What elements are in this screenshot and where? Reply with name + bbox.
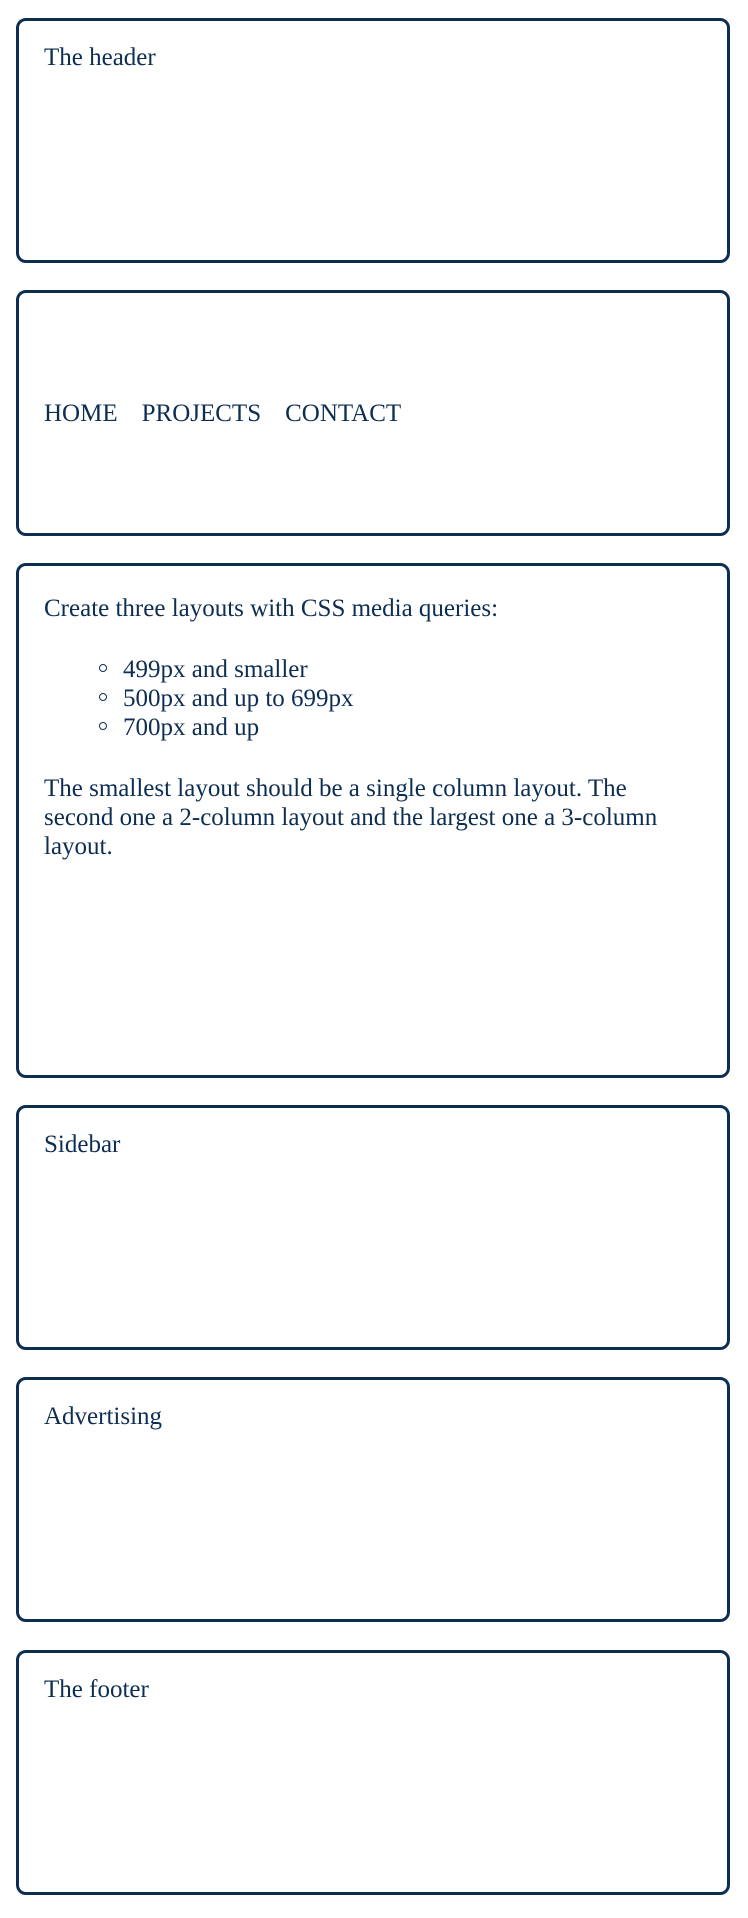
footer-text: The footer bbox=[44, 1676, 149, 1703]
nav-list bbox=[44, 399, 401, 428]
nav-section bbox=[16, 290, 730, 536]
nav-link-contact[interactable]: CONTACT bbox=[285, 399, 402, 427]
nav-link-home[interactable]: HOME bbox=[44, 399, 118, 427]
main-section bbox=[16, 563, 730, 1078]
sidebar-text: Sidebar bbox=[44, 1131, 121, 1158]
requirement-item bbox=[99, 655, 702, 684]
header-section bbox=[16, 18, 730, 263]
nav-item-contact bbox=[285, 399, 401, 428]
circle-bullet-icon bbox=[99, 693, 107, 701]
advertising-section bbox=[16, 1377, 730, 1622]
advertising-text: Advertising bbox=[44, 1403, 163, 1430]
nav-item-home bbox=[44, 399, 118, 428]
nav-link-projects[interactable]: PROJECTS bbox=[141, 399, 262, 427]
circle-bullet-icon bbox=[99, 722, 107, 730]
requirement-item bbox=[99, 713, 702, 742]
footer-section bbox=[16, 1650, 730, 1895]
main-paragraph: The smallest layout should be a single column layout. The second one a 2-column layout and the largest one a 3-column layout. bbox=[44, 775, 658, 860]
circle-bullet-icon bbox=[99, 664, 107, 672]
requirement-text: 499px and smaller bbox=[123, 656, 308, 683]
requirements-list bbox=[99, 655, 702, 742]
nav-item-projects bbox=[142, 399, 261, 428]
requirement-text: 700px and up bbox=[123, 714, 260, 741]
sidebar-section bbox=[16, 1105, 730, 1350]
header-text: The header bbox=[44, 44, 156, 71]
main-intro: Create three layouts with CSS media queries: bbox=[44, 595, 499, 622]
requirement-item bbox=[99, 684, 702, 713]
requirement-text: 500px and up to 699px bbox=[123, 685, 354, 712]
